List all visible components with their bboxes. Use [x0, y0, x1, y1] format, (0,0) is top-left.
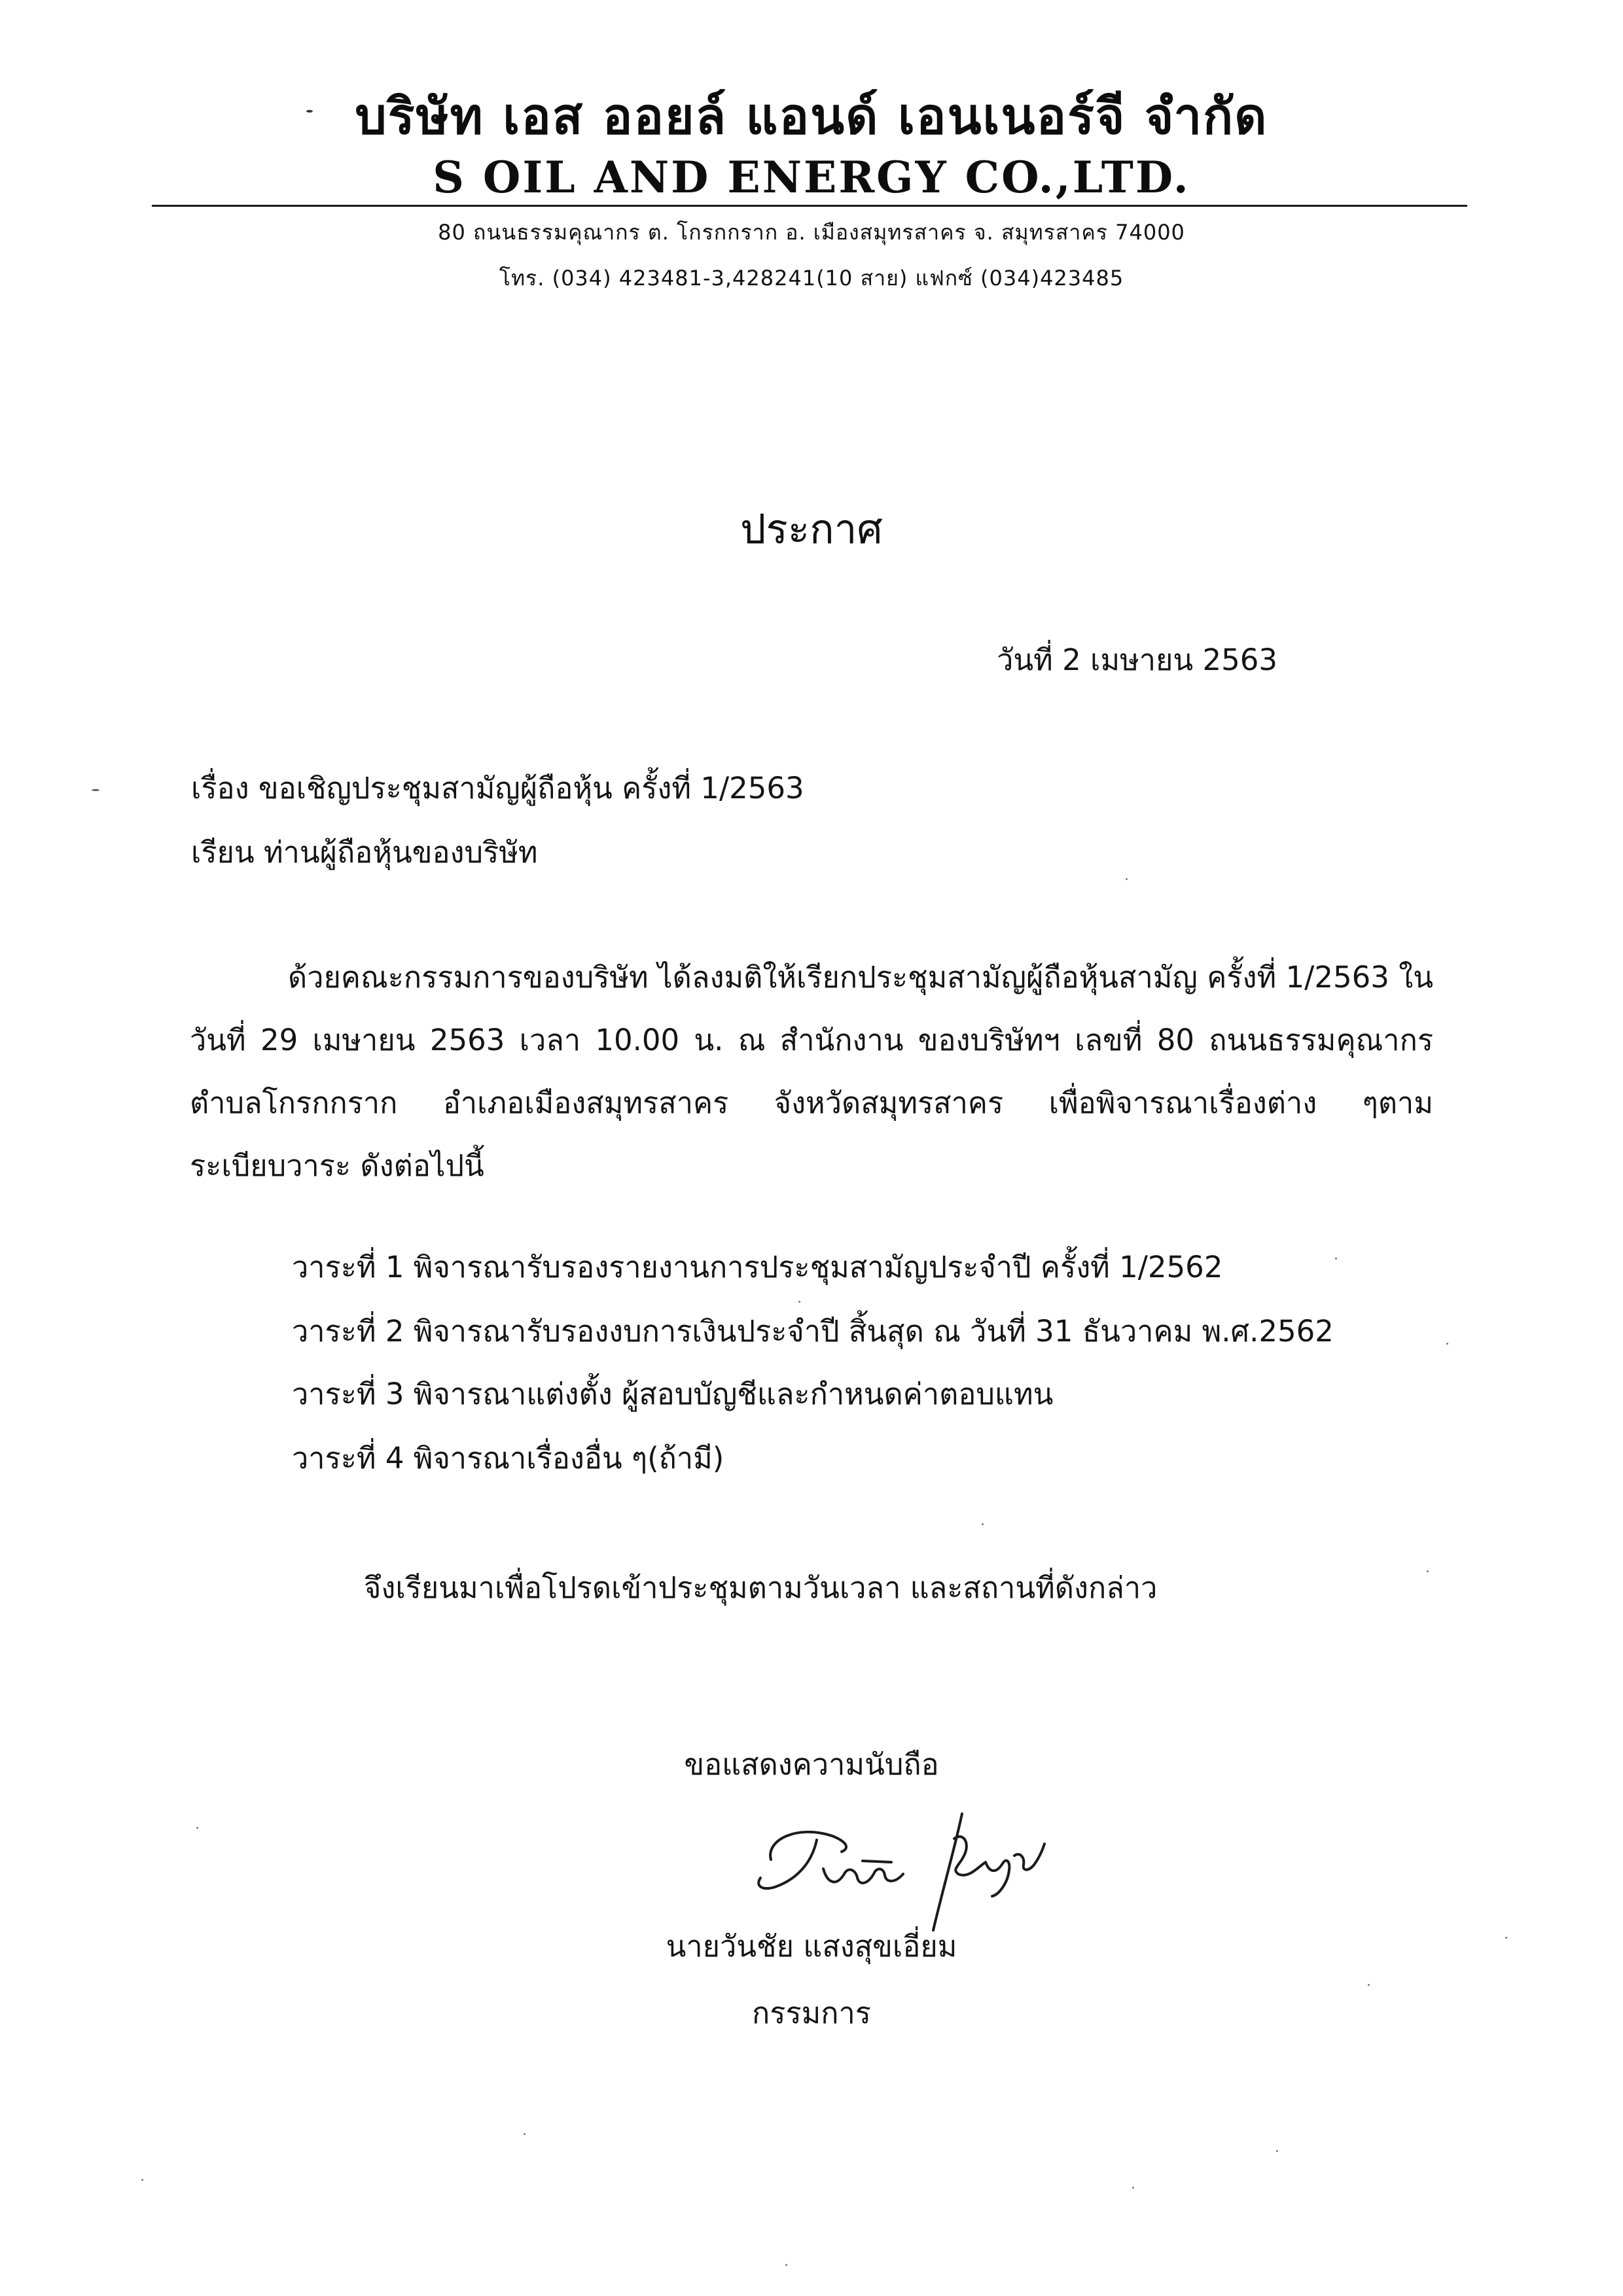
agenda-item-4: วาระที่ 4 พิจารณาเรื่องอื่น ๆ(ถ้ามี) — [292, 1441, 724, 1475]
agenda-item-2: วาระที่ 2 พิจารณารับรองงบการเงินประจำปี สิ้นสุด ณ วันที่ 31 ธันวาคม พ.ศ.2562 — [292, 1314, 1334, 1349]
signer-name: นายวันชัย แสงสุขเอี่ยม — [666, 1929, 957, 1964]
regards-line: ขอแสดงความนับถือ — [684, 1747, 939, 1782]
scan-speck — [1335, 1258, 1337, 1260]
scan-speck — [1132, 2187, 1134, 2189]
scan-speck — [306, 110, 313, 113]
company-address: 80 ถนนธรรมคุณากร ต. โกรกกราก อ. เมืองสมุทรสาคร จ. สมุทรสาคร 74000 — [438, 220, 1185, 245]
scan-speck — [1368, 1984, 1370, 1986]
agenda-item-3: วาระที่ 3 พิจารณาแต่งตั้ง ผู้สอบบัญชีและกำหนดค่าตอบแทน — [292, 1377, 1054, 1411]
company-phone-fax: โทร. (034) 423481-3,428241(10 สาย) แฟกซ์ (034)423485 — [499, 266, 1124, 291]
scan-speck — [196, 1827, 198, 1829]
scan-speck — [785, 2264, 787, 2266]
scan-speck — [1126, 878, 1128, 880]
agenda-item-1: วาระที่ 1 พิจารณารับรองรายงานการประชุมสามัญประจำปี ครั้งที่ 1/2562 — [292, 1250, 1223, 1284]
handwritten-signature — [746, 1806, 1054, 1937]
scan-speck — [92, 789, 99, 791]
signer-title: กรรมการ — [752, 1996, 871, 2030]
scan-speck — [798, 1301, 800, 1303]
scan-speck — [982, 1523, 984, 1525]
closing-sentence: จึงเรียนมาเพื่อโปรดเข้าประชุมตามวันเวลา และสถานที่ดังกล่าว — [364, 1570, 1158, 1605]
notice-recipient: เรียน ท่านผู้ถือหุ้นของบริษัท — [191, 835, 538, 870]
company-name-english: S OIL AND ENERGY CO.,LTD. — [433, 152, 1190, 203]
scan-speck — [524, 2133, 526, 2135]
scan-speck — [1446, 1343, 1448, 1345]
letterhead-divider — [152, 205, 1467, 207]
scan-speck — [1427, 1570, 1429, 1572]
notice-title: ประกาศ — [740, 505, 883, 553]
scan-speck — [141, 2179, 143, 2181]
notice-subject: เรื่อง ขอเชิญประชุมสามัญผู้ถือหุ้น ครั้งที่ 1/2563 — [191, 771, 804, 805]
notice-body-paragraph: ด้วยคณะกรรมการของบริษัท ได้ลงมติให้เรียกประชุมสามัญผู้ถือหุ้นสามัญ ครั้งที่ 1/2563 ในวันที่ 29 เมษายน 2563 เวลา 10.00 น. ณ สำนักงาน ของบริษัทฯ เลขที่ 80 ถนนธรรมคุณากร ตำบลโกรกกราก อำเภอเมืองสมุทรสาคร จังหวัดสมุทรสาคร เพื่อพิจารณาเรื่องต่าง ๆตามระเบียบวาระ ดังต่อไปนี้ — [190, 960, 1433, 1183]
scan-speck — [1276, 2150, 1278, 2152]
scan-speck — [1505, 1937, 1507, 1939]
notice-date: วันที่ 2 เมษายน 2563 — [997, 643, 1277, 677]
company-name-thai: บริษัท เอส ออยล์ แอนด์ เอนเนอร์จี จำกัด — [355, 87, 1268, 145]
